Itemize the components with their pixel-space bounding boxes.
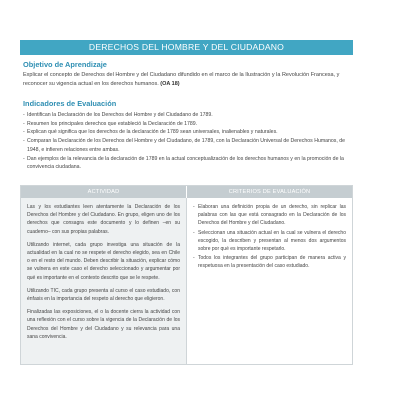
objective-body: Explicar el concepto de Derechos del Hombre y del Ciudadano difundido en el marco de la Ilustración y la Revolución Francesa, y reconocer su vigencia actual en los derechos humanos.	[23, 72, 340, 88]
criteria-column	[186, 198, 352, 364]
indicator-item: - Dan ejemplos de la relevancia de la declaración de 1789 en la actual conceptualización de los derechos humanos y en la promoción de la convivencia ciudadana.	[23, 155, 353, 172]
header-criteria: CRITERIOS DE EVALUACIÓN	[186, 186, 352, 198]
objective-code: (OA 18)	[160, 81, 180, 88]
objective-heading: Objetivo de Aprendizaje	[23, 60, 107, 69]
indicator-item: - Explican qué significa que los derechos de la declaración de 1789 sean universales, inalienables y naturales.	[23, 128, 353, 137]
section-banner: DERECHOS DEL HOMBRE Y DEL CIUDADANO	[20, 40, 353, 55]
activity-table	[20, 185, 353, 365]
activity-paragraph: Las y los estudiantes leen atentamente la Declaración de los Derechos del Hombre y del Ciudadano. En grupo, eligen uno de los derechos que consagra este documento y lo definen –en su cuaderno– con sus propias palabras.	[27, 204, 180, 235]
activity-paragraph: Utilizando internet, cada grupo investiga una situación de la actualidad en la cual no se respete el derecho elegido, sea en Chile o en el resto del mundo. Deben describir la situación, explicar cómo se vulnera en este caso el derecho seleccionado y argumentar por qué es importante en el contexto descrito que se le respete.	[27, 241, 180, 281]
table-header	[21, 186, 352, 198]
criteria-item: - Todos los integrantes del grupo participan de manera activa y respetuosa en la presentación del caso estudiado.	[193, 254, 346, 270]
activity-paragraph: Utilizando TIC, cada grupo presenta al curso el caso estudiado, con énfasis en la importancia del respeto al derecho que eligieron.	[27, 287, 180, 303]
criteria-item: - Elaboran una definición propia de un derecho, sin replicar las palabras con las que está consagrado en la Declaración de los Derechos del Hombre y del Ciudadano.	[193, 203, 346, 228]
indicators-heading: Indicadores de Evaluación	[23, 99, 117, 108]
activity-column	[21, 198, 186, 364]
indicator-item: - Identifican la Declaración de los Derechos del Hombre y del Ciudadano de 1789.	[23, 111, 353, 120]
header-activity: ACTIVIDAD	[21, 186, 186, 198]
objective-text	[23, 71, 353, 89]
indicator-item: - Comparan la Declaración de los Derechos del Hombre y del Ciudadano, de 1789, con la Declaración Universal de Derechos Humanos, de 1948, e infieren relaciones entre ambas.	[23, 137, 353, 154]
indicators-list	[23, 111, 353, 172]
criteria-item: - Seleccionan una situación actual en la cual se vulnera el derecho escogido, la describen y presentan al menos dos argumentos sobre por qué es importante respetarlo.	[193, 229, 346, 254]
indicator-item: - Resumen los principales derechos que estableció la Declaración de 1789.	[23, 120, 353, 129]
criteria-list	[193, 203, 346, 271]
activity-paragraph: Finalizadas las exposiciones, el o la docente cierra la actividad con una reflexión con el curso sobre la vigencia de la Declaración de los Derechos del Hombre y del Ciudadano y su relevancia para una sana convivencia.	[27, 309, 180, 340]
table-body	[21, 198, 352, 364]
